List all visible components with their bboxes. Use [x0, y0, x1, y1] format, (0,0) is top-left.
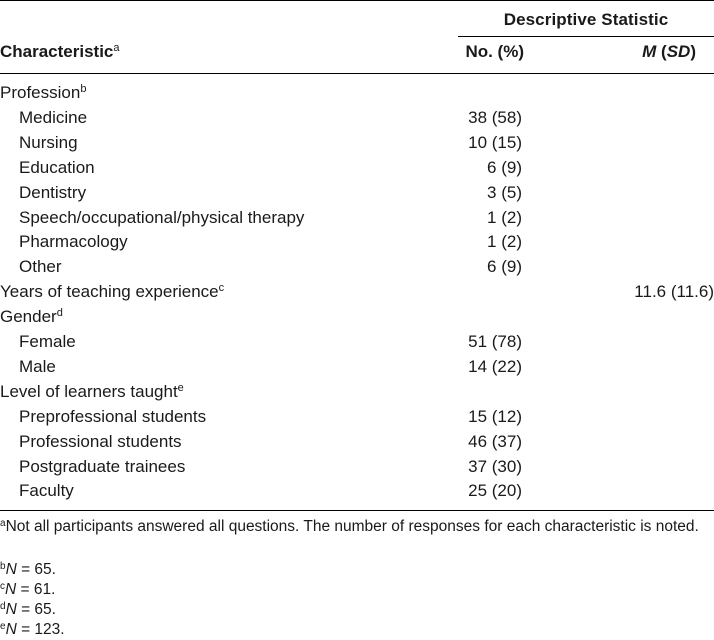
- row-label: [19, 431, 182, 453]
- row-label-text: Medicine: [19, 107, 88, 127]
- sd-symbol: SD: [666, 42, 691, 61]
- row-label: [0, 281, 224, 303]
- footnote-a: [0, 517, 714, 537]
- row-label-text: Female: [19, 332, 76, 351]
- row-label: [0, 82, 86, 104]
- row-label-text: Faculty: [19, 481, 74, 501]
- row-label: [19, 406, 206, 428]
- table-row: [0, 182, 714, 207]
- footnote-var: N: [5, 621, 17, 638]
- column-group-rule: [458, 36, 714, 37]
- table-row: [0, 231, 714, 256]
- table-row: [0, 107, 714, 132]
- footnote-eq: = 65.: [16, 561, 56, 578]
- footnote-var: N: [5, 581, 17, 598]
- row-label: [19, 132, 78, 154]
- row-label-text: Professional students: [19, 431, 182, 451]
- table-top-rule: [0, 0, 714, 1]
- mean-sd-cell: 11.6 (11.6): [634, 282, 714, 302]
- header-bottom-rule: [0, 73, 714, 74]
- count-percent-cell: 51 (78): [468, 332, 522, 351]
- row-label-text: Level of learners taught: [0, 381, 178, 401]
- mean-sd-open: (: [656, 42, 667, 61]
- footnote-eq: = 61.: [16, 581, 56, 598]
- row-label-text: Dentistry: [19, 182, 87, 202]
- count-percent-cell: 38 (58): [468, 107, 522, 127]
- table-row: [0, 157, 714, 182]
- count-percent-cell: 37 (30): [468, 456, 522, 476]
- table-row: [0, 356, 714, 381]
- mean-sd-column-header: [560, 42, 696, 62]
- row-label-text: Pharmacology: [19, 232, 128, 252]
- footnote-marker: d: [56, 307, 63, 320]
- count-percent-column-header: No. (%): [465, 42, 524, 61]
- row-label: [19, 356, 56, 378]
- footnote-var: N: [5, 601, 17, 618]
- count-percent-cell: 46 (37): [468, 431, 522, 451]
- count-percent-cell: 1 (2): [487, 207, 522, 227]
- table-row: [0, 456, 714, 481]
- row-label: [19, 207, 304, 229]
- row-label-text: Years of teaching experience: [0, 282, 219, 302]
- table-row: [0, 256, 714, 281]
- footnote-d: [0, 600, 714, 620]
- table-row: [0, 82, 714, 107]
- footnote-mark: d: [0, 601, 6, 612]
- count-percent-cell: 3 (5): [487, 182, 522, 202]
- row-label: [0, 306, 63, 328]
- footnote-mark: c: [0, 581, 5, 592]
- footnote-b: [0, 560, 714, 580]
- footnote-c: [0, 580, 714, 600]
- table-row: [0, 306, 714, 331]
- count-percent-cell: 6 (9): [487, 257, 522, 277]
- footnote-marker: b: [80, 83, 87, 95]
- row-label: [19, 157, 95, 179]
- table-row: [0, 281, 714, 306]
- table-row: [0, 480, 714, 505]
- footnote-marker: e: [177, 381, 184, 394]
- count-percent-cell: 14 (22): [468, 356, 522, 376]
- footnote-var: N: [5, 561, 17, 578]
- mean-sd-close: ): [690, 42, 696, 61]
- footnote-eq: = 65.: [16, 601, 56, 618]
- row-label: [19, 107, 87, 129]
- table-bottom-rule: [0, 510, 714, 511]
- row-label: [19, 331, 76, 353]
- row-label-text: Speech/occupational/physical therapy: [19, 207, 305, 227]
- count-percent-cell: 1 (2): [487, 232, 522, 252]
- table-row: [0, 331, 714, 356]
- footnote-mark: b: [0, 561, 6, 572]
- footnote-marker: c: [218, 282, 225, 295]
- row-label-text: Education: [19, 157, 95, 177]
- row-label: [19, 231, 128, 253]
- column-group-header: Descriptive Statistic: [503, 10, 669, 29]
- row-label-text: Nursing: [19, 132, 78, 152]
- row-label: [19, 456, 185, 478]
- row-label: [19, 480, 74, 502]
- characteristic-header-label: Characteristic: [0, 42, 114, 61]
- row-label-text: Other: [19, 257, 62, 277]
- row-label-text: Gender: [0, 307, 57, 327]
- table-row: [0, 381, 714, 406]
- row-label-text: Male: [19, 356, 56, 376]
- row-label-text: Preprofessional students: [19, 406, 207, 426]
- footnote-e: [0, 620, 714, 640]
- footnote-eq: = 123.: [16, 621, 65, 638]
- footnote-mark: e: [0, 621, 6, 632]
- count-percent-cell: 15 (12): [468, 406, 522, 426]
- footnote-mark: a: [0, 518, 6, 529]
- row-label: [19, 182, 86, 204]
- mean-symbol: M: [642, 42, 657, 61]
- table-row: [0, 132, 714, 157]
- count-percent-cell: 6 (9): [487, 157, 522, 177]
- row-label-text: Profession: [0, 83, 81, 102]
- row-label: [0, 381, 184, 403]
- row-label-text: Postgraduate trainees: [19, 456, 186, 476]
- table-row: [0, 431, 714, 456]
- row-label: [19, 256, 62, 278]
- footnote-marker: a: [113, 42, 120, 54]
- table-row: [0, 406, 714, 431]
- characteristic-column-header: [0, 42, 120, 62]
- footnote-text: Not all participants answered all questions. The number of responses for each characteristic is noted.: [5, 518, 699, 535]
- table-row: [0, 207, 714, 232]
- count-percent-cell: 10 (15): [468, 132, 522, 152]
- count-percent-cell: 25 (20): [468, 481, 522, 501]
